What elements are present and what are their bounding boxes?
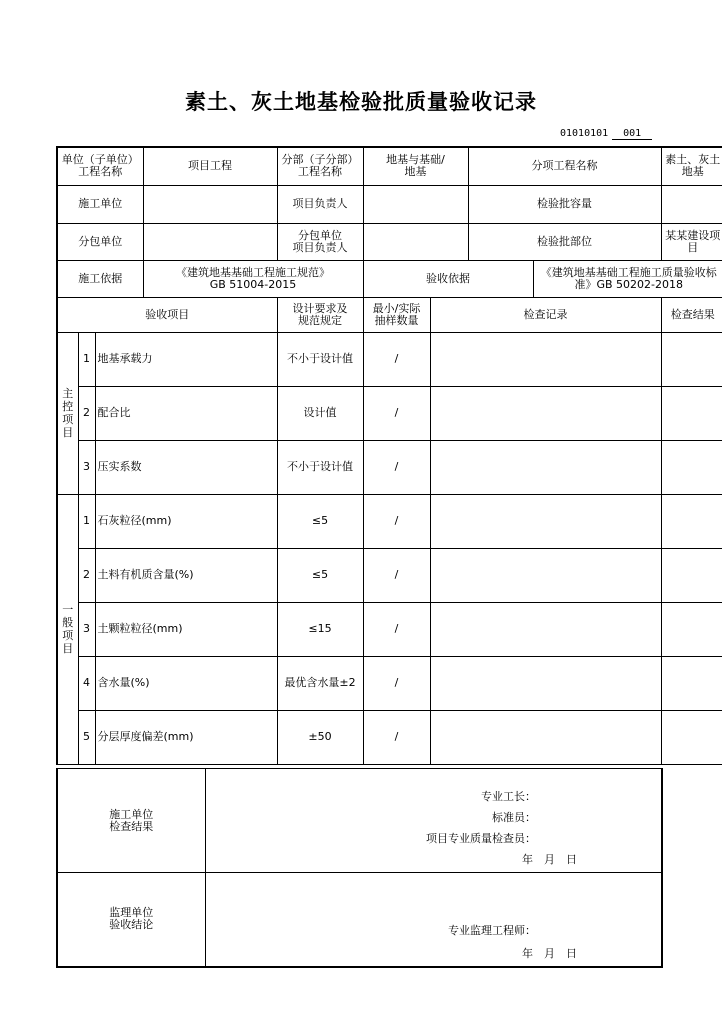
item-project-label: 分项工程名称 [468,147,661,185]
construction-check-signatures [205,769,662,873]
item-check-record [430,602,661,656]
item-sample: / [363,494,430,548]
item-check-record [430,332,661,386]
item-number: 5 [78,710,95,764]
supervision-check-signatures [205,873,662,967]
subcontract-manager-label: 分包单位 项目负责人 [277,223,363,260]
item-spec: ±50 [277,710,363,764]
header-row-unit [57,147,722,185]
item-name: 压实系数 [95,440,277,494]
quality-inspector-label: 项目专业质量检查员： [426,832,536,845]
item-check-result [661,710,722,764]
col-sample-count: 最小/实际 抽样数量 [363,297,430,332]
batch-capacity-value [661,185,722,223]
construction-unit-label: 施工单位 [57,185,143,223]
supervision-date: 年 月 日 [522,946,577,960]
acceptance-basis-value: 《建筑地基基础工程施工质量验收标 准》GB 50202-2018 [533,260,722,297]
standard-officer-label: 标准员： [492,811,536,824]
col-acceptance-item: 验收项目 [57,297,277,332]
item-number: 2 [78,386,95,440]
header-row-basis [57,260,722,297]
item-check-record [430,656,661,710]
subcontract-unit-label: 分包单位 [57,223,143,260]
unit-name-value: 项目工程 [143,147,277,185]
item-sample: / [363,332,430,386]
batch-location-value: 某某建设项目 [661,223,722,260]
col-design-requirement: 设计要求及 规范规定 [277,297,363,332]
item-number: 1 [78,494,95,548]
item-sample: / [363,710,430,764]
column-header-row [57,297,722,332]
item-number: 4 [78,656,95,710]
item-number: 2 [78,548,95,602]
construction-check-label: 施工单位 检查结果 [57,769,205,873]
foreman-label: 专业工长： [481,790,536,803]
item-name: 石灰粒径(mm) [95,494,277,548]
item-spec: ≤15 [277,602,363,656]
item-spec: 不小于设计值 [277,332,363,386]
signature-table [56,768,663,968]
item-number: 3 [78,602,95,656]
construction-check-row [57,769,662,873]
form-code-number: 01010101 [560,128,609,139]
item-check-result [661,440,722,494]
table-row [57,332,722,386]
table-row [57,386,722,440]
table-row [57,710,722,764]
item-sample: / [363,602,430,656]
item-check-record [430,386,661,440]
item-sample: / [363,548,430,602]
item-check-result [661,656,722,710]
main-control-group-label: 主 控 项 目 [57,332,78,494]
item-sample: / [363,656,430,710]
inspection-table [56,146,722,765]
project-manager-label: 项目负责人 [277,185,363,223]
item-check-result [661,332,722,386]
item-check-record [430,440,661,494]
table-row [57,440,722,494]
batch-capacity-label: 检验批容量 [468,185,661,223]
item-check-record [430,548,661,602]
item-sample: / [363,386,430,440]
subcontract-unit-value [143,223,277,260]
item-spec: 设计值 [277,386,363,440]
project-manager-value [363,185,468,223]
supervision-check-row [57,873,662,967]
header-row-construction [57,185,722,223]
item-name: 土颗粒粒径(mm) [95,602,277,656]
form-code [560,128,652,140]
item-check-record [430,710,661,764]
item-number: 1 [78,332,95,386]
item-check-record [430,494,661,548]
acceptance-basis-label: 验收依据 [363,260,533,297]
sub-project-label: 分部（子分部） 工程名称 [277,147,363,185]
item-sample: / [363,440,430,494]
header-row-subcontract [57,223,722,260]
form-serial-number: 001 [612,128,652,140]
unit-name-label: 单位（子单位） 工程名称 [57,147,143,185]
table-row [57,656,722,710]
batch-location-label: 检验批部位 [468,223,661,260]
item-spec: 最优含水量±2 [277,656,363,710]
construction-basis-value: 《建筑地基基础工程施工规范》 GB 51004-2015 [143,260,363,297]
item-name: 含水量(%) [95,656,277,710]
table-row [57,548,722,602]
col-check-result: 检查结果 [661,297,722,332]
supervision-check-label: 监理单位 验收结论 [57,873,205,967]
construction-basis-label: 施工依据 [57,260,143,297]
item-spec: 不小于设计值 [277,440,363,494]
table-row [57,494,722,548]
supervision-engineer-label: 专业监理工程师： [448,923,536,937]
sub-project-value: 地基与基础/ 地基 [363,147,468,185]
item-project-value: 素土、灰土地基 [661,147,722,185]
item-check-result [661,602,722,656]
page-title: 素土、灰土地基检验批质量验收记录 [185,90,537,114]
item-check-result [661,494,722,548]
general-group-label: 一 般 项 目 [57,494,78,764]
subcontract-manager-value [363,223,468,260]
item-check-result [661,386,722,440]
item-name: 土料有机质含量(%) [95,548,277,602]
item-name: 配合比 [95,386,277,440]
item-name: 分层厚度偏差(mm) [95,710,277,764]
item-check-result [661,548,722,602]
table-row [57,602,722,656]
col-check-record: 检查记录 [430,297,661,332]
item-number: 3 [78,440,95,494]
item-spec: ≤5 [277,494,363,548]
construction-unit-value [143,185,277,223]
item-name: 地基承载力 [95,332,277,386]
item-spec: ≤5 [277,548,363,602]
construction-date: 年 月 日 [522,853,577,866]
